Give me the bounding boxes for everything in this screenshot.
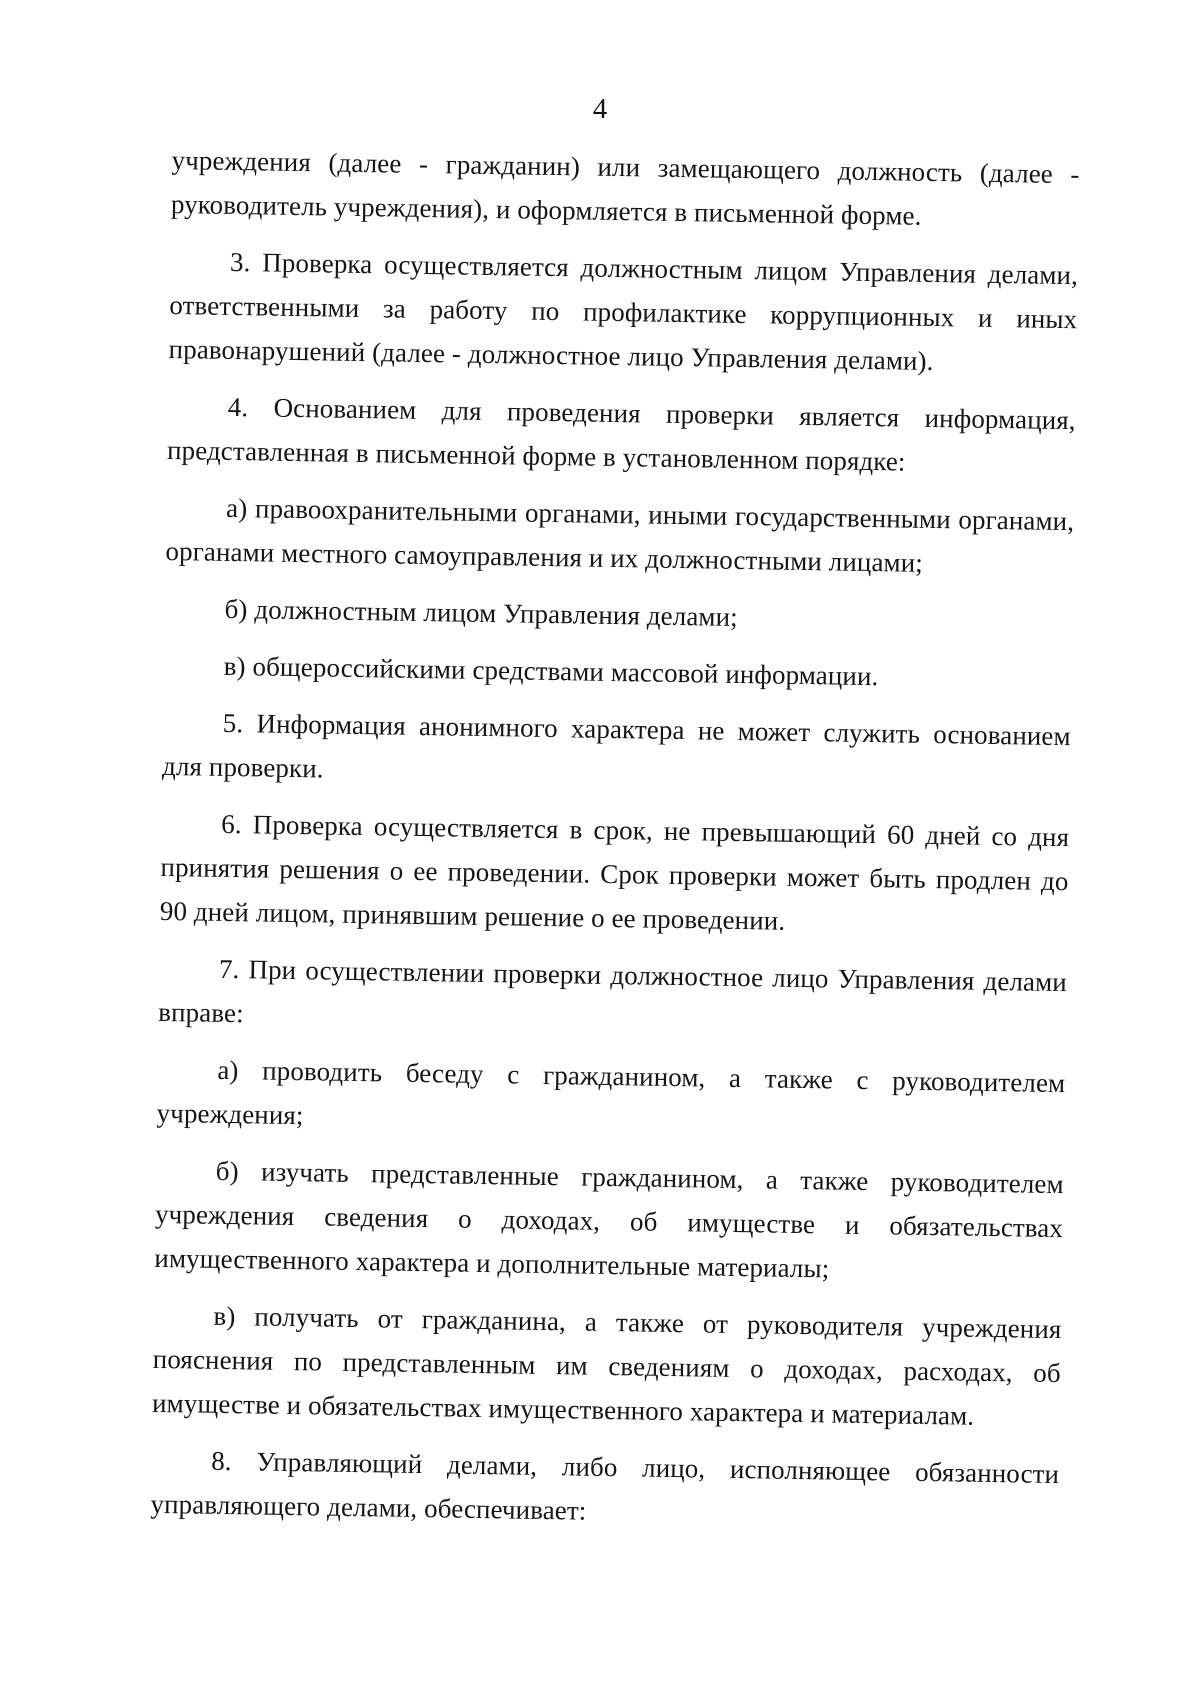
paragraph-7-a: а) проводить беседу с гражданином, а также с руководителем учреждения; xyxy=(156,1054,1066,1131)
paragraph-4-a: а) правоохранительными органами, иными государственными органами, органами местного самоуправления и их должностными лицами; xyxy=(165,492,1075,578)
paragraph-6: 6. Проверка осуществляется в срок, не превышающий 60 дней со дня принятия решения о ее проведении. Срок проверки может быть продлен до 90 дней лицом, принявшим решение о ее проведении. xyxy=(159,808,1070,936)
document-body xyxy=(150,138,1080,1553)
paragraph-7-b: б) изучать представленные гражданином, а также руководителем учреждения сведения о доходах, об имуществе и обязательствах имущественного характера и дополнительные материалы; xyxy=(154,1155,1064,1284)
paragraph-8: 8. Управляющий делами, либо лицо, исполняющее обязанности управляющего делами, обеспечивает: xyxy=(150,1445,1060,1526)
paragraph-4-b: б) должностным лицом Управления делами; xyxy=(224,593,739,632)
paragraph-7-v: в) получать от гражданина, а также от руководителя учреждения пояснения по представленным им сведениям о доходах, расходах, об имуществе и обязательствах имущественного характера и материалам. xyxy=(151,1300,1062,1431)
paragraph-4-v: в) общероссийскими средствами массовой информации. xyxy=(223,650,879,692)
paragraph-5: 5. Информация анонимного характера не может служить основанием для проверки. xyxy=(161,707,1071,784)
paragraph-continuation: учреждения (далее - гражданин) или замещающего должность (далее - руководитель учреждения), и оформляется в письменной форме. xyxy=(170,144,1080,231)
paragraph-7: 7. При осуществлении проверки должностное лицо Управления делами вправе: xyxy=(158,953,1068,1029)
paragraph-3: 3. Проверка осуществляется должностным лицом Управления делами, ответственными за работу по профилактике коррупционных и иных правонарушений (далее - должностное лицо Управления делами). xyxy=(168,246,1079,376)
page-number: 4 xyxy=(592,93,608,125)
paragraph-4: 4. Основанием для проведения проверки является информация, представленная в письменной форме в установленном порядке: xyxy=(166,391,1076,477)
